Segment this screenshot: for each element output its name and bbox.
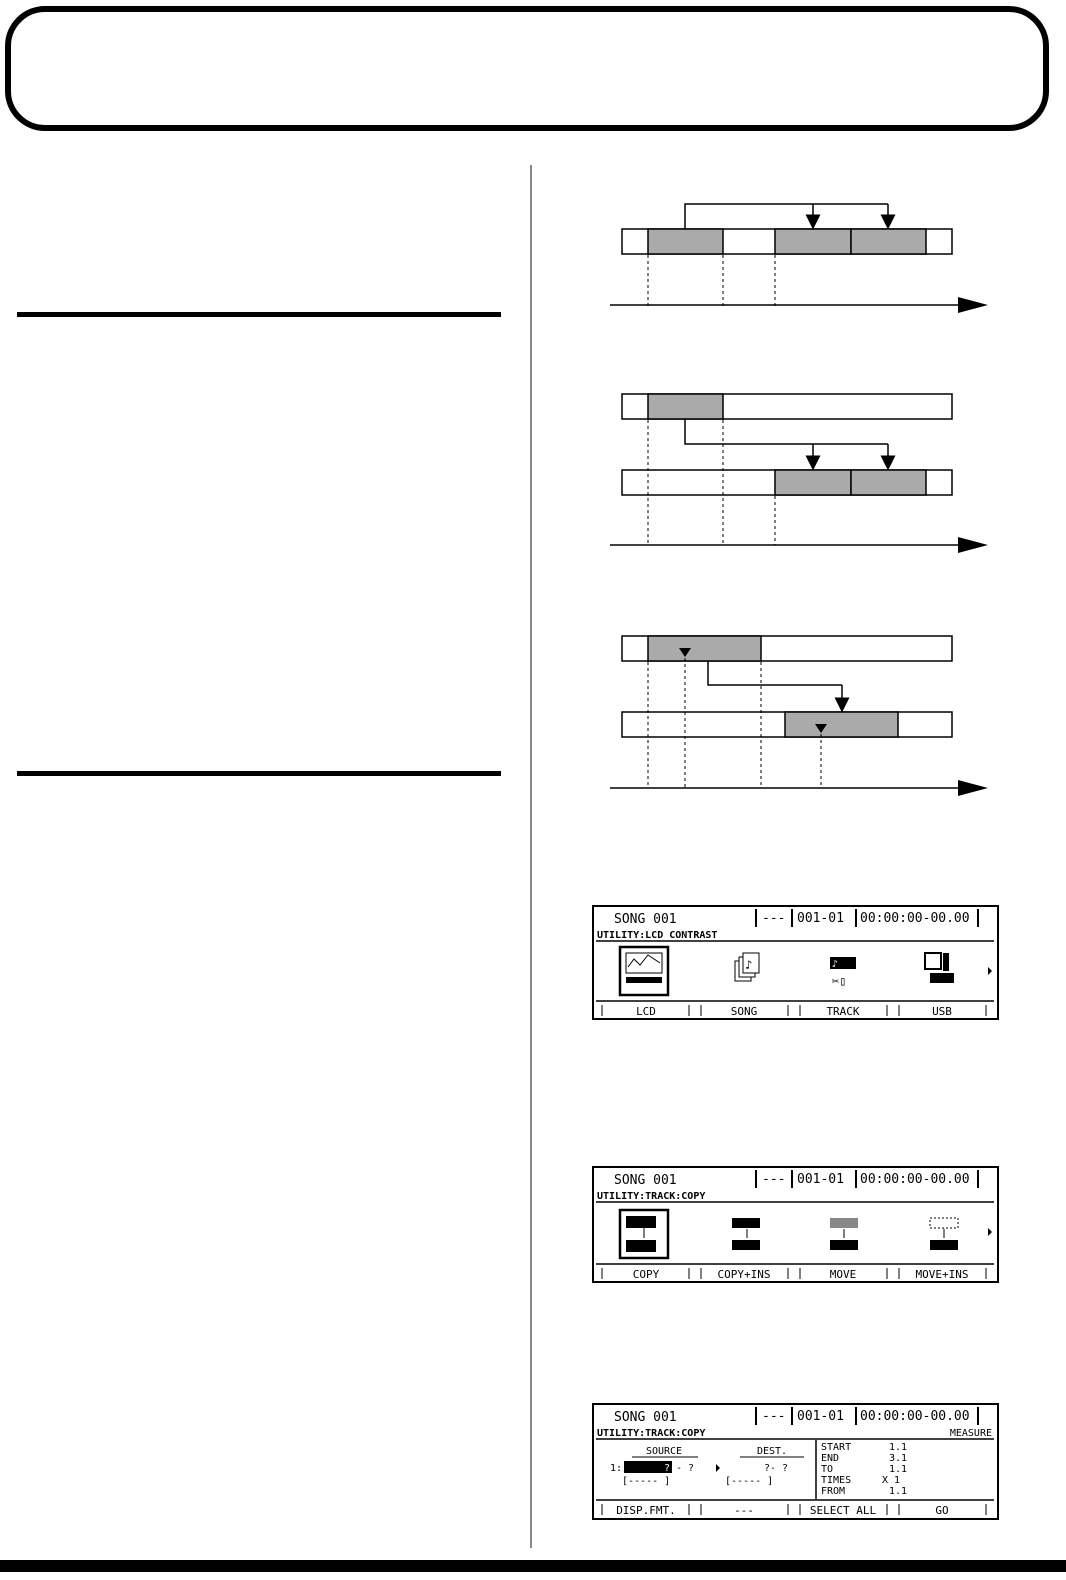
song-name: SONG 001 xyxy=(614,912,677,927)
f3-button[interactable]: MOVE xyxy=(829,1268,857,1281)
source-label: SOURCE xyxy=(645,1446,683,1457)
time-display: 00:00:00-00.00 xyxy=(860,1172,970,1187)
f2-button[interactable]: COPY+INS xyxy=(717,1268,771,1281)
f3-button[interactable]: TRACK xyxy=(826,1005,860,1018)
copy-diagram-from-point xyxy=(600,628,1000,803)
param-value-start[interactable]: 1.1 xyxy=(889,1442,908,1453)
copy-diagram-other-track xyxy=(600,385,1000,560)
counter-display: --- xyxy=(762,1172,786,1187)
svg-text:♪: ♪ xyxy=(745,958,753,972)
measure-display: 001-01 xyxy=(797,1172,844,1187)
dest-track-value[interactable]: ?- ? xyxy=(764,1463,789,1474)
copy-icon[interactable] xyxy=(620,1210,668,1258)
chapter-title-box xyxy=(5,6,1049,131)
copy-region-1 xyxy=(775,229,851,254)
copy-region-2 xyxy=(851,470,926,495)
time-display: 00:00:00-00.00 xyxy=(860,911,970,926)
display-format: MEASURE xyxy=(949,1428,992,1439)
song-name: SONG 001 xyxy=(614,1173,677,1188)
param-label-from: FROM xyxy=(821,1486,846,1497)
time-arrow-head xyxy=(958,537,988,553)
source-track-dash: - ? xyxy=(676,1463,695,1474)
f1-button[interactable]: LCD xyxy=(636,1005,656,1018)
f1-button[interactable]: DISP.FMT. xyxy=(616,1504,676,1517)
menu-path: UTILITY:TRACK:COPY xyxy=(597,1191,706,1202)
source-region xyxy=(648,636,761,661)
copy-arrow-line xyxy=(685,204,888,229)
param-label-start: START xyxy=(821,1442,852,1453)
counter-display: --- xyxy=(762,1409,786,1424)
menu-path: UTILITY:LCD CONTRAST xyxy=(597,930,718,941)
dest-label: DEST. xyxy=(756,1446,788,1457)
svg-text:✂▯: ✂▯ xyxy=(832,974,847,988)
source-region xyxy=(648,229,723,254)
copy-region-2 xyxy=(851,229,926,254)
lcd-screen-utility-menu xyxy=(592,905,1000,1021)
counter-display: --- xyxy=(762,911,786,926)
source-track-number: 1: xyxy=(610,1463,623,1474)
f4-button[interactable]: GO xyxy=(935,1504,949,1517)
f4-button[interactable]: USB xyxy=(932,1005,952,1018)
f3-button[interactable]: SELECT ALL xyxy=(809,1504,877,1517)
param-value-end[interactable]: 3.1 xyxy=(889,1453,908,1464)
source-region xyxy=(648,394,723,419)
f1-button[interactable]: COPY xyxy=(632,1268,660,1281)
time-arrow-head xyxy=(958,780,988,796)
param-value-from[interactable]: 1.1 xyxy=(889,1486,908,1497)
copy-region-1 xyxy=(775,470,851,495)
measure-display: 001-01 xyxy=(797,911,844,926)
f2-button[interactable]: SONG xyxy=(730,1005,758,1018)
column-divider xyxy=(530,165,532,1548)
f4-button[interactable]: MOVE+INS xyxy=(915,1268,969,1281)
lcd-screen-track-menu xyxy=(592,1166,1000,1284)
measure-display: 001-01 xyxy=(797,1409,844,1424)
source-name: [----- ] xyxy=(622,1476,671,1487)
param-label-end: END xyxy=(821,1453,840,1464)
time-display: 00:00:00-00.00 xyxy=(860,1409,970,1424)
song-name: SONG 001 xyxy=(614,1410,677,1425)
dest-name: [----- ] xyxy=(725,1476,774,1487)
footer-bar xyxy=(0,1560,1066,1572)
lcd-screen-copy-params xyxy=(592,1403,1000,1521)
svg-text:♪: ♪ xyxy=(832,959,839,970)
source-track-value: ? xyxy=(663,1463,670,1474)
param-label-to: TO xyxy=(821,1464,834,1475)
time-arrow-head xyxy=(958,297,988,313)
copy-region xyxy=(785,712,898,737)
f2-button[interactable]: --- xyxy=(734,1504,754,1517)
param-value-times[interactable]: X 1 xyxy=(882,1475,901,1486)
copy-diagram-same-track xyxy=(600,195,1000,320)
lcd-icon[interactable] xyxy=(620,947,668,995)
section-rule-1 xyxy=(17,312,501,317)
param-value-to[interactable]: 1.1 xyxy=(889,1464,908,1475)
section-rule-2 xyxy=(17,771,501,776)
param-label-times: TIMES xyxy=(821,1475,852,1486)
menu-path: UTILITY:TRACK:COPY xyxy=(597,1428,706,1439)
song-icon[interactable] xyxy=(735,953,759,981)
